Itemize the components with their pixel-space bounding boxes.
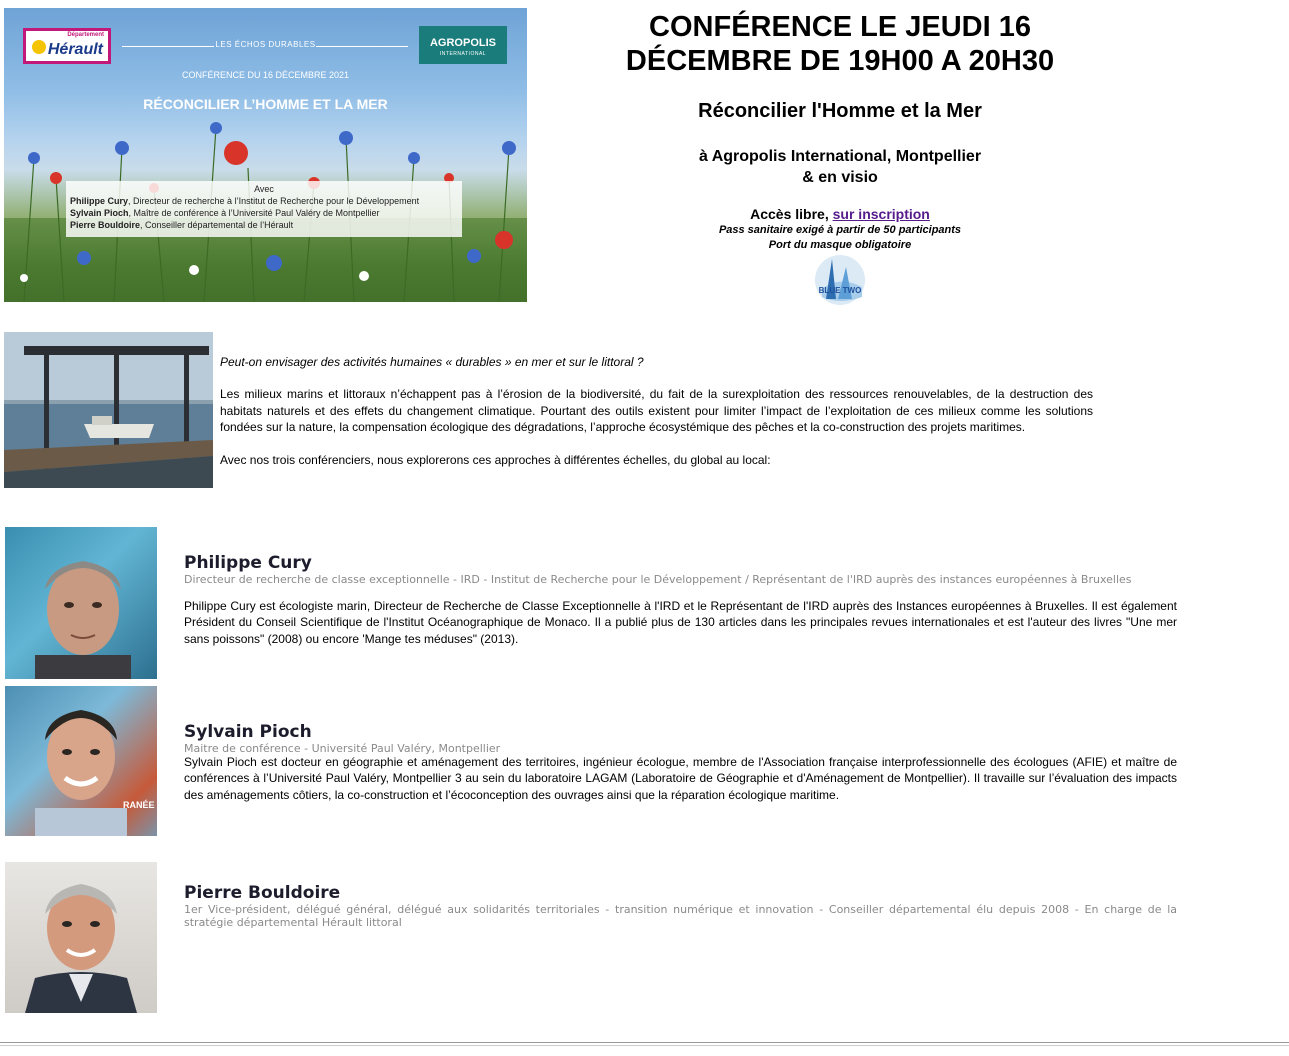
banner-speaker-desc: , Directeur de recherche à l’Institut de Recherche pour le Développement [128, 196, 420, 206]
registration-link[interactable]: sur inscription [832, 206, 930, 222]
speaker-role: 1er Vice-président, délégué général, délégué aux solidarités territoriales - transition numérique et innovation - Conseiller départemental élu depuis 2008 - En charge de la stratégie départemental Hérault littoral [184, 903, 1177, 929]
access-info [590, 206, 1090, 222]
intro-text [220, 354, 1093, 484]
series-title: LES ÉCHOS DURABLES [215, 40, 316, 49]
access-prefix: Accès libre, [750, 206, 833, 222]
venue-line-2: & en visio [802, 169, 878, 186]
pier-lagoon-photo [4, 332, 213, 488]
page-subtitle: Réconcilier l'Homme et la Mer [698, 100, 982, 122]
agropolis-logo-name: AGROPOLIS [429, 37, 496, 49]
banner-conference-date: CONFÉRENCE DU 16 DÉCEMBRE 2021 [181, 70, 350, 80]
pier-illustration [4, 332, 213, 488]
portrait-illustration [5, 686, 157, 836]
banner-title: RÉCONCILIER L’HOMME ET LA MER [143, 96, 388, 112]
banner-speaker-line [70, 195, 458, 207]
page-title [590, 10, 1090, 78]
speaker-role: Directeur de recherche de classe exceptionnelle - IRD - Institut de Recherche pour le Développement / Représentant de l'IRD auprès des instances européennes à Bruxelles [184, 573, 1132, 586]
banner-speaker-line [70, 219, 458, 231]
banner-speaker-desc: , Conseiller départemental de l’Hérault [140, 220, 294, 230]
banner-speaker-desc: , Maître de conférence à l’Université Paul Valéry de Montpellier [128, 208, 380, 218]
portrait-illustration [5, 527, 157, 679]
speaker-bio: Sylvain Pioch est docteur en géographie et aménagement des territoires, ingénieur écologue, membre de l'Association française interprofessionnelle des écologues (AFIE) et maître de conférences à l’Université Paul Valéry, Montpellier 3 au sein du laboratoire LAGAM (Laboratoire de Géographie et d'Aménagement de Montpellier). Il travaille sur l’évaluation des impacts des aménagements côtiers, la co-construction et l’écoconception des ouvrages ainsi que la réparation écologique maritime. [184, 755, 1177, 802]
speaker-role: Maitre de conférence - Université Paul Valéry, Montpellier [184, 742, 501, 755]
conference-banner-image [4, 8, 527, 302]
blue-two-logo-text: BLUE TWO [818, 286, 862, 295]
banner-speakers-box [66, 181, 462, 237]
footer-divider [0, 1042, 1289, 1046]
speaker-photo-sylvain-pioch [5, 686, 157, 836]
speaker-photo-philippe-cury [5, 527, 157, 679]
banner-speaker-name: Pierre Bouldoire [70, 220, 141, 230]
speaker-photo-pierre-bouldoire [5, 862, 157, 1013]
speaker-name: Sylvain Pioch [184, 722, 312, 742]
blue-two-logo [812, 253, 867, 307]
speaker-name: Philippe Cury [184, 553, 312, 573]
intro-question: Peut-on envisager des activités humaines « durables » en mer et sur le littoral ? [220, 355, 644, 369]
agropolis-logo [419, 26, 507, 64]
logo-dept-label: Département [67, 32, 104, 38]
banner-speaker-name: Philippe Cury [70, 196, 129, 206]
banner-speaker-line [70, 207, 458, 219]
speaker-name: Pierre Bouldoire [184, 883, 341, 903]
portrait-illustration [5, 862, 157, 1013]
mask-note: Port du masque obligatoire [768, 239, 912, 251]
intro-paragraph: Les milieux marins et littoraux n’échappent pas à l’érosion de la biodiversité, du fait de la surexploitation des ressources renouvelables, de la destruction des habitats naturels et des effets du changement climatique. Pourtant des outils existent pour limiter l’impact de l’exploitation de ces milieux comme les solutions fondées sur la nature, la compensation écologique des dégradations, l’approche écosystémique des pêches et la co-construction des projets maritimes. [220, 387, 1093, 435]
banner-speaker-name: Sylvain Pioch [70, 208, 129, 218]
logo-herault-name: Hérault [47, 41, 103, 58]
speaker-bio: Philippe Cury est écologiste marin, Directeur de Recherche de Classe Exceptionnelle à l'IRD et le Représentant de l'IRD auprès des Instances européennes à Bruxelles. Il est également Président du Conseil Scientifique de l'Institut Océanographique de Monaco. Il a publié plus de 130 articles dans les principales revues internationales et est l'auteur des livres "Une mer sans poissons" (2008) ou encore 'Mange tes méduses" (2013). [184, 599, 1177, 646]
title-line-2: DÉCEMBRE DE 19H00 A 20H30 [625, 45, 1055, 77]
title-line-1: CONFÉRENCE LE JEUDI 16 [649, 11, 1031, 43]
photo-background-text: RANÉE [123, 800, 155, 810]
agropolis-logo-sub: INTERNATIONAL [439, 51, 487, 57]
venue-line-1: à Agropolis International, Montpellier [698, 148, 982, 165]
health-requirements [590, 223, 1090, 253]
venue [590, 146, 1090, 188]
intro-closing: Avec nos trois conférenciers, nous explorerons ces approches à différentes échelles, du global au local: [220, 452, 771, 467]
pass-sanitaire-note: Pass sanitaire exigé à partir de 50 participants [718, 224, 962, 236]
banner-avec: Avec [254, 184, 274, 194]
